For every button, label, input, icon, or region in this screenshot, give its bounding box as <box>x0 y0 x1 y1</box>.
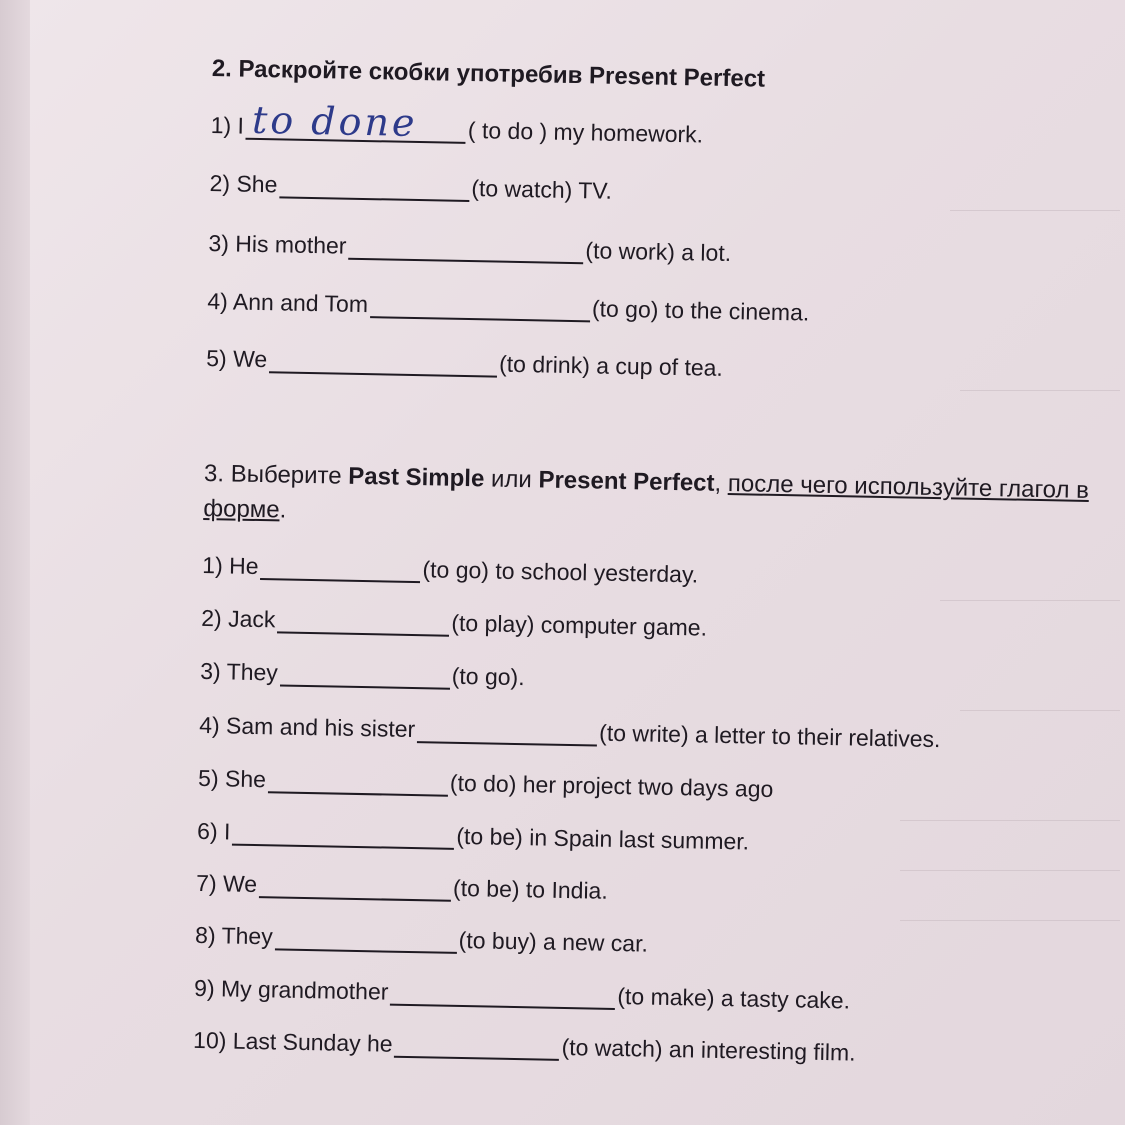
answer-blank[interactable] <box>417 719 597 746</box>
exercise-2-heading: 2. Раскройте скобки употребив Present Perfect <box>211 55 766 93</box>
item-suffix: (to go). <box>451 662 525 691</box>
exercise-2-item <box>207 288 809 327</box>
heading-text: . <box>279 496 287 524</box>
item-prefix: 3) His mother <box>208 230 347 259</box>
exercise-3-item <box>194 975 850 1015</box>
answer-blank[interactable] <box>279 174 469 202</box>
item-suffix: ( to do ) my homework. <box>467 116 704 148</box>
item-suffix: (to drink) a cup of tea. <box>498 350 724 381</box>
item-suffix: (to do) her project two days ago <box>449 769 774 802</box>
exercise-2-item <box>206 345 723 382</box>
item-prefix: 4) Sam and his sister <box>198 711 416 743</box>
exercise-3-item <box>199 712 941 753</box>
exercise-3-heading-line2 <box>203 495 286 525</box>
item-prefix: 4) Ann and Tom <box>207 287 369 318</box>
item-prefix: 1) He <box>202 551 259 580</box>
item-suffix: (to go) to the cinema. <box>591 295 810 326</box>
exercise-2-item <box>210 97 704 148</box>
item-suffix: (to go) to school yesterday. <box>422 556 699 588</box>
answer-blank[interactable] <box>370 294 590 322</box>
exercise-3-item <box>200 658 525 691</box>
heading-bold-text: Past Simple <box>348 462 485 493</box>
answer-blank[interactable] <box>246 97 466 145</box>
item-prefix: 2) Jack <box>201 604 276 633</box>
exercise-2-item <box>208 230 731 267</box>
item-prefix: 5) We <box>206 344 268 373</box>
answer-blank[interactable] <box>390 982 615 1010</box>
heading-bold-text: Present Perfect <box>538 466 715 497</box>
answer-blank[interactable] <box>348 236 583 265</box>
item-prefix: 3) They <box>200 657 279 686</box>
exercise-3-item <box>202 552 698 589</box>
answer-blank[interactable] <box>269 349 497 377</box>
item-prefix: 8) They <box>194 921 273 950</box>
item-prefix: 2) She <box>209 170 278 198</box>
exercise-3-item <box>201 605 707 642</box>
answer-blank[interactable] <box>268 769 448 796</box>
item-suffix: (to work) a lot. <box>585 237 732 267</box>
exercise-3-item <box>195 922 648 958</box>
exercise-2-item <box>209 170 612 205</box>
answer-blank[interactable] <box>394 1034 559 1061</box>
item-suffix: (to play) computer game. <box>451 609 708 641</box>
item-prefix: 1) I <box>210 112 245 139</box>
item-suffix: (to be) to India. <box>452 874 609 904</box>
item-prefix: 10) Last Sunday he <box>192 1026 393 1057</box>
item-suffix: (to watch) an interesting film. <box>561 1033 856 1066</box>
heading-text: или <box>484 465 539 494</box>
heading-underlined-text: форме <box>203 494 280 524</box>
answer-blank[interactable] <box>277 609 449 636</box>
item-suffix: (to buy) a new car. <box>458 926 649 957</box>
item-suffix: (to watch) TV. <box>471 175 613 204</box>
item-prefix: 6) I <box>196 817 231 845</box>
exercise-3-heading <box>204 460 1089 505</box>
answer-blank[interactable] <box>274 926 456 953</box>
answer-blank[interactable] <box>232 822 454 850</box>
handwritten-answer: to done <box>251 97 418 145</box>
item-suffix: (to make) a tasty cake. <box>617 982 851 1014</box>
answer-blank[interactable] <box>259 874 451 902</box>
heading-underlined-text: после чего используйте глагол в <box>727 470 1090 504</box>
item-prefix: 7) We <box>195 869 258 898</box>
item-suffix: (to write) a letter to their relatives. <box>598 719 941 753</box>
heading-text: 3. Выберите <box>203 459 349 490</box>
item-prefix: 5) She <box>197 764 267 793</box>
exercise-3-item <box>196 870 608 905</box>
exercise-3-item <box>198 765 774 803</box>
exercise-3-item <box>197 818 749 856</box>
exercise-3-item <box>193 1027 856 1067</box>
answer-blank[interactable] <box>280 662 450 689</box>
item-prefix: 9) My grandmother <box>193 974 389 1005</box>
heading-text: , <box>714 469 729 498</box>
answer-blank[interactable] <box>260 556 420 583</box>
item-suffix: (to be) in Spain last summer. <box>456 822 750 855</box>
